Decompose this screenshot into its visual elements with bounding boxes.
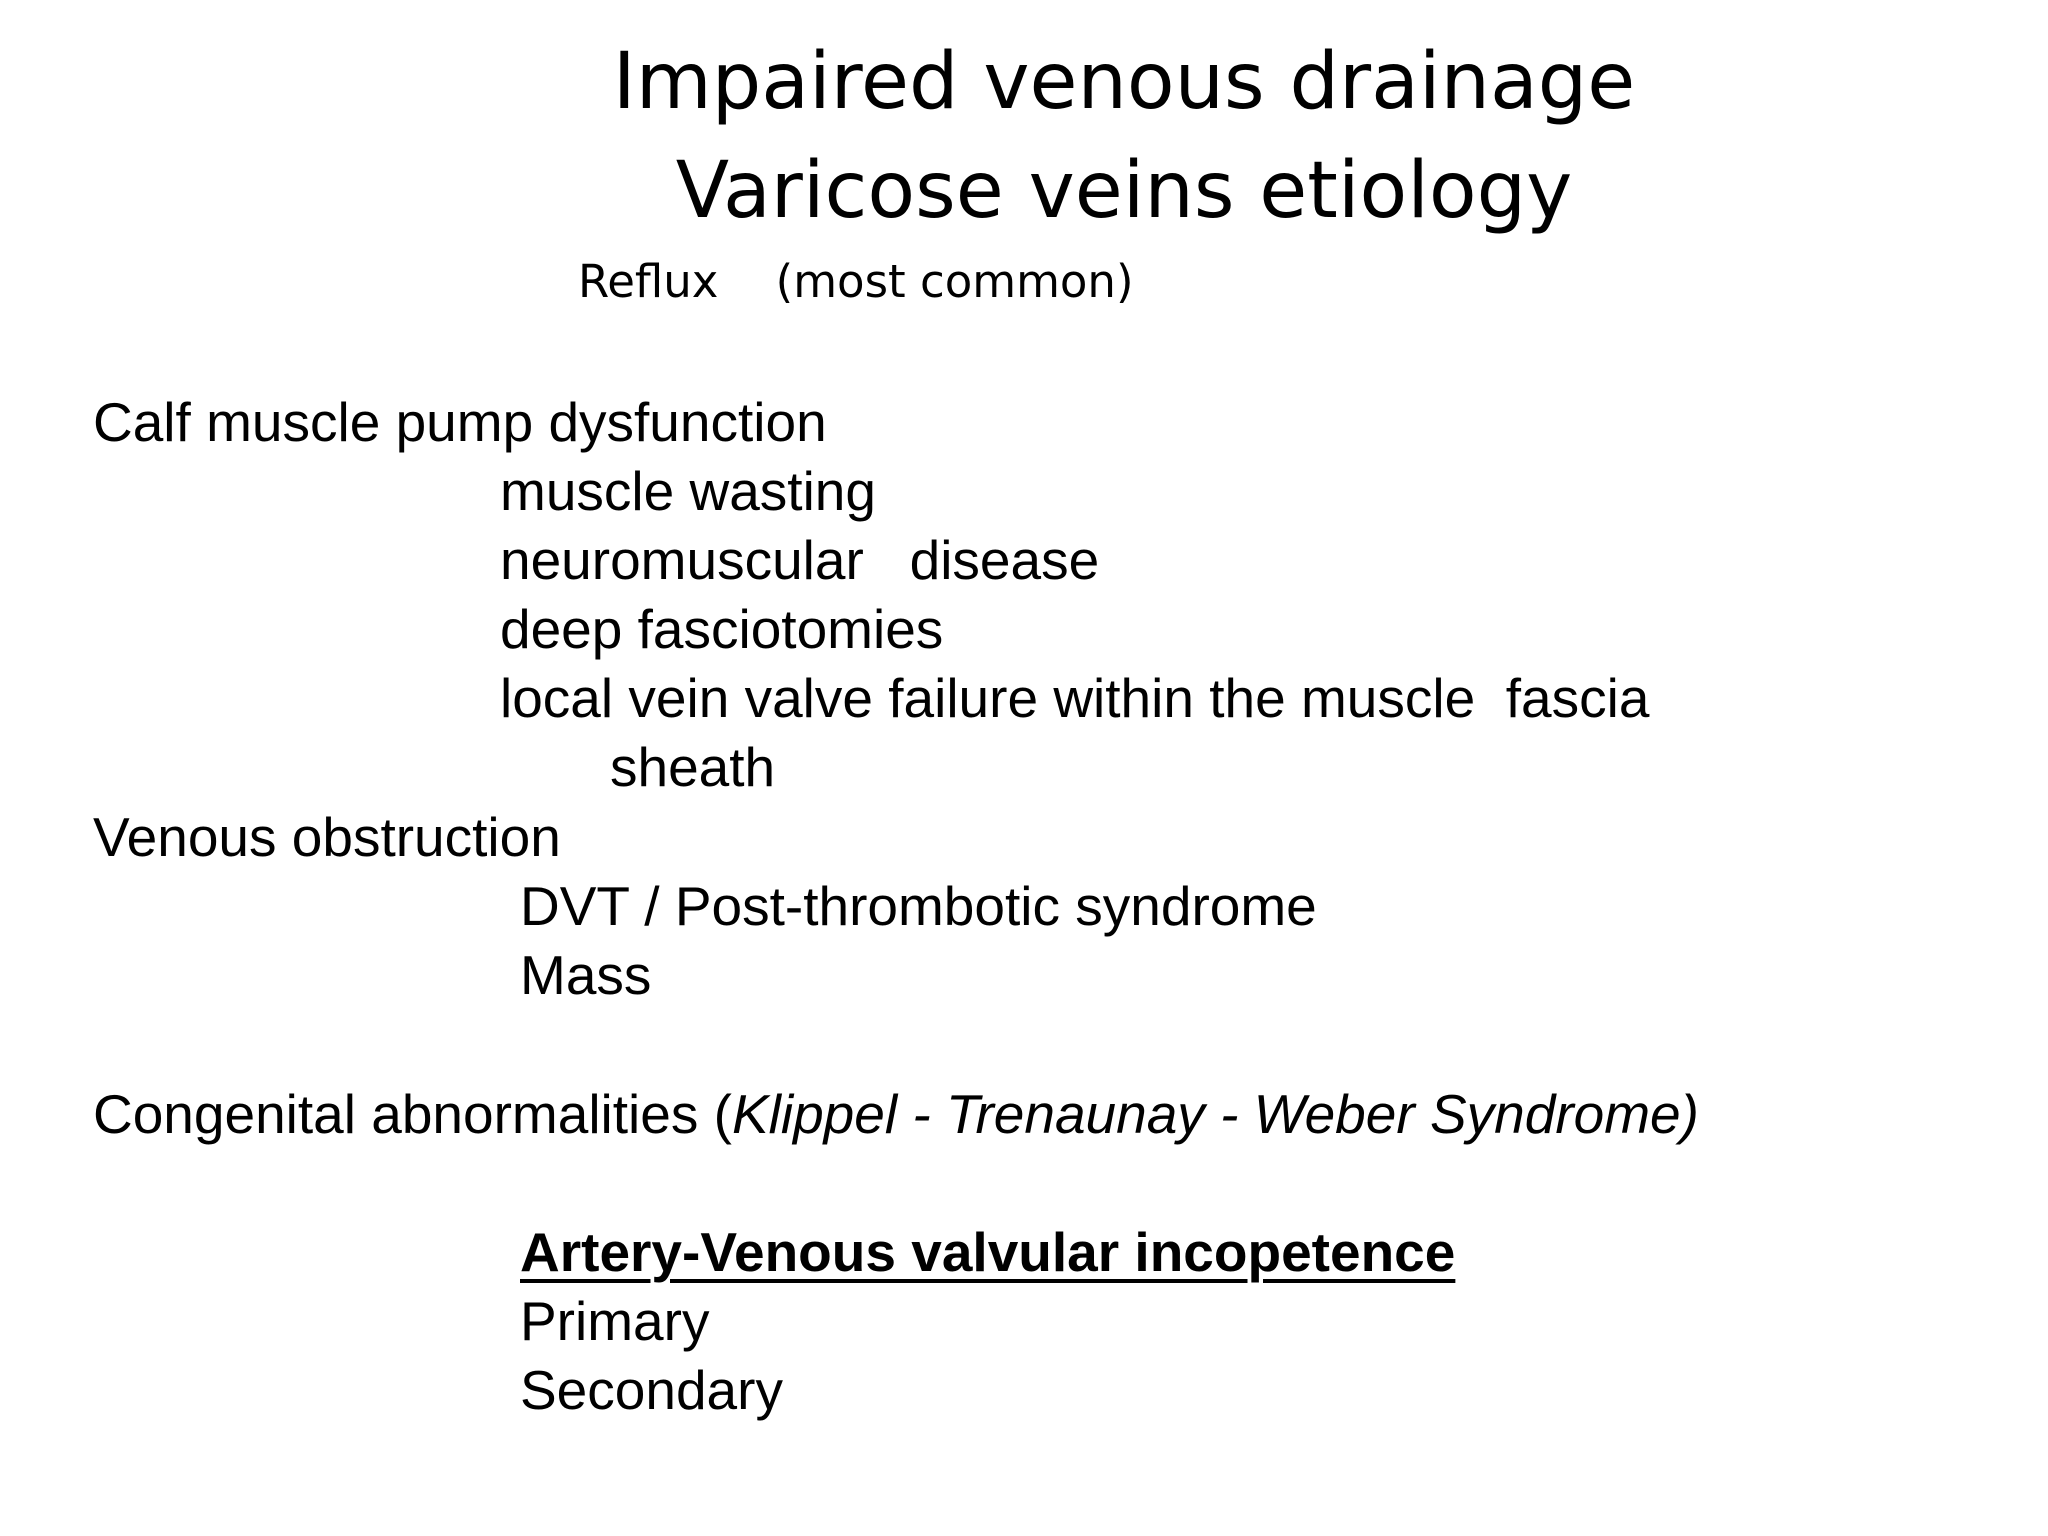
- congenital-prefix: Congenital abnormalities (: [93, 1083, 732, 1145]
- congenital-line: [93, 1080, 1699, 1148]
- calf-item-neuromuscular: neuromuscular disease: [500, 529, 1100, 591]
- obstruction-heading: Venous obstruction: [93, 806, 561, 868]
- subtitle-reflux: Reflux (most common): [578, 255, 1134, 308]
- calf-item-valve-failure: local vein valve failure within the muscle fascia: [500, 667, 1650, 729]
- incompetence-item-primary: Primary: [520, 1290, 710, 1352]
- calf-item-muscle-wasting: muscle wasting: [500, 460, 876, 522]
- calf-item-fasciotomies: deep fasciotomies: [500, 598, 944, 660]
- obstruction-item-dvt: DVT / Post-thrombotic syndrome: [520, 875, 1317, 937]
- calf-item-valve-failure-continuation: sheath: [610, 736, 776, 798]
- incompetence-item-secondary: Secondary: [520, 1359, 783, 1421]
- slide-title-line-1: Impaired venous drainage: [612, 37, 1636, 127]
- slide-title-line-2: Varicose veins etiology: [675, 146, 1573, 236]
- calf-pump-heading: Calf muscle pump dysfunction: [93, 391, 827, 453]
- obstruction-item-mass: Mass: [520, 944, 652, 1006]
- congenital-syndrome-name: Klippel - Trenaunay - Weber Syndrome): [731, 1083, 1699, 1145]
- incompetence-heading: Artery-Venous valvular incopetence: [520, 1221, 1456, 1283]
